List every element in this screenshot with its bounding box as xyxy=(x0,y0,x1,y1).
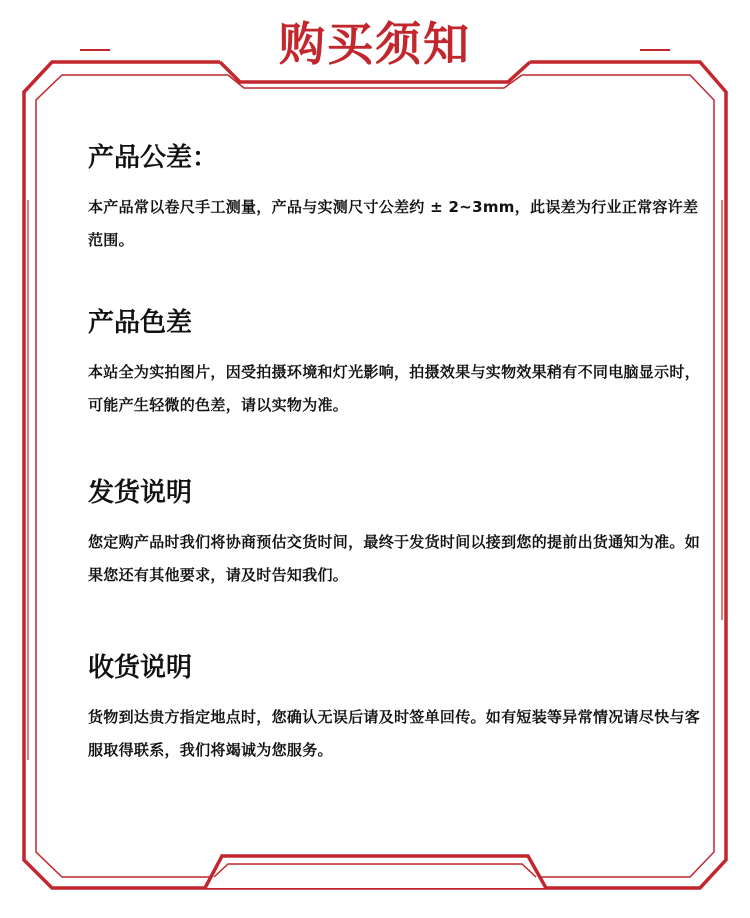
section-tolerance xyxy=(88,141,706,257)
section-heading-color-difference: 产品色差 xyxy=(88,308,193,338)
section-body-shipping: 您定购产品时我们将协商预估交货时间，最终于发货时间以接到您的提前出货通知为准。如果您还有其他要求，请及时告知我们。 xyxy=(88,533,701,584)
section-body-receiving: 货物到达贵方指定地点时，您确认无误后请及时签单回传。如有短装等异常情况请尽快与客服取得联系，我们将竭诚为您服务。 xyxy=(88,708,701,759)
section-body-color-difference: 本站全为实拍图片，因受拍摄环境和灯光影响，拍摄效果与实物效果稍有不同电脑显示时，可能产生轻微的色差，请以实物为准。 xyxy=(88,363,701,414)
section-receiving xyxy=(88,651,706,767)
section-heading-tolerance: 产品公差： xyxy=(88,143,219,173)
section-color-difference xyxy=(88,306,706,422)
section-body-tolerance: 本产品常以卷尺手工测量，产品与实测尺寸公差约 ± 2~3mm，此误差为行业正常容许差范围。 xyxy=(88,198,699,249)
bottom-notch xyxy=(205,856,546,888)
page-title: 购买须知 xyxy=(279,17,471,71)
section-shipping xyxy=(88,476,706,592)
section-heading-shipping: 发货说明 xyxy=(88,478,193,508)
section-heading-receiving: 收货说明 xyxy=(88,653,193,683)
